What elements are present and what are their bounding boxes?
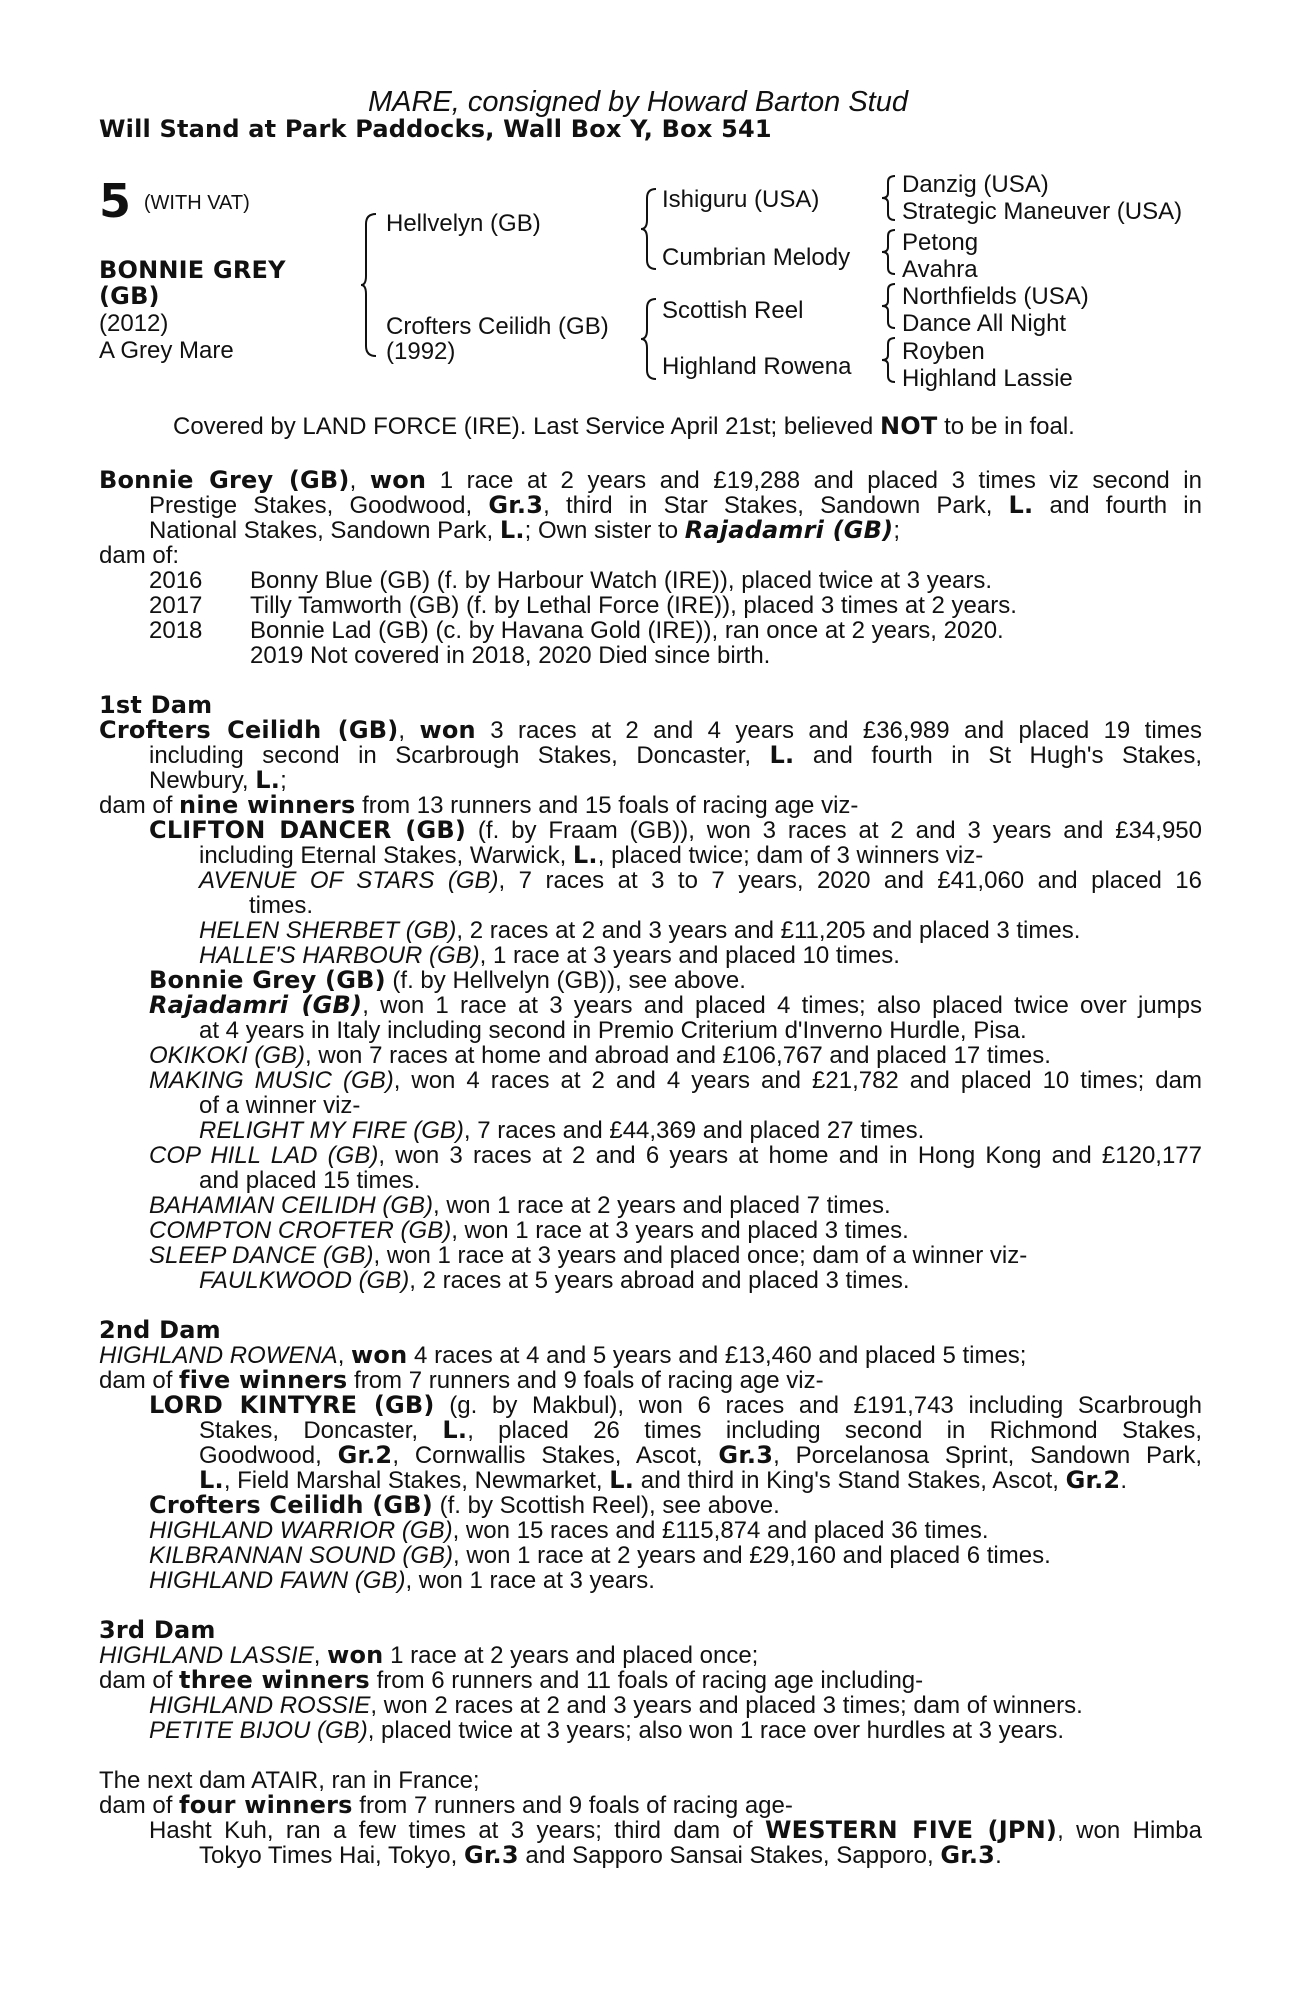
- produce-avenue-of-stars: AVENUE OF STARS (GB), 7 races at 3 to 7 years, 2020 and £41,060 and placed 16: [199, 867, 1202, 894]
- produce-hasht-kuh: Hasht Kuh, ran a few times at 3 years; third dam of WESTERN FIVE (JPN), won Himba: [149, 1816, 1202, 1844]
- first-dam-heading: 1st Dam: [99, 691, 213, 719]
- pedigree-brace-g3: [880, 282, 898, 330]
- produce-halles-harbour: HALLE'S HARBOUR (GB), 1 race at 3 years and placed 10 times.: [199, 942, 900, 969]
- gen4-6: Dance All Night: [902, 310, 1067, 337]
- produce-avenue-of-stars-line2: times.: [249, 892, 314, 919]
- produce-lord-kintyre: LORD KINTYRE (GB) (g. by Makbul), won 6 races and £191,743 including Scarbrough: [149, 1391, 1202, 1419]
- produce-highland-warrior: HIGHLAND WARRIOR (GB), won 15 races and £115,874 and placed 36 times.: [149, 1517, 989, 1544]
- second-dam-line1: HIGHLAND ROWENA, won 4 races at 4 and 5 years and £13,460 and placed 5 times;: [99, 1341, 1027, 1369]
- covered-status: Covered by LAND FORCE (IRE). Last Service April 21st; believed NOT to be in foal.: [173, 412, 1075, 440]
- produce-clifton-dancer: CLIFTON DANCER (GB) (f. by Fraam (GB)), won 3 races at 2 and 3 years and £34,950: [149, 816, 1202, 844]
- lot-number: 5: [99, 174, 132, 228]
- gen4-5: Northfields (USA): [902, 283, 1089, 310]
- third-dam-produce-summary: dam of three winners from 6 runners and 11 foals of racing age including-: [99, 1666, 924, 1694]
- produce-lord-kintyre-line3: Goodwood, Gr.2, Cornwallis Stakes, Ascot, Gr.3, Porcelanosa Sprint, Sandown Park,: [199, 1441, 1203, 1469]
- produce-crofters-ceilidh: Crofters Ceilidh (GB) (f. by Scottish Reel), see above.: [149, 1491, 780, 1519]
- produce-hasht-kuh-line2: Tokyo Times Hai, Tokyo, Gr.3 and Sapporo Sansai Stakes, Sapporo, Gr.3.: [199, 1841, 1002, 1869]
- next-dam-line1: The next dam ATAIR, ran in France;: [99, 1767, 480, 1794]
- lot-number-row: [99, 174, 250, 228]
- produce-bahamian-ceilidh: BAHAMIAN CEILIDH (GB), won 1 race at 2 years and placed 7 times.: [149, 1192, 891, 1219]
- gen4-8: Highland Lassie: [902, 365, 1073, 392]
- horse-name-country: (GB): [99, 282, 160, 310]
- gen4-2: Strategic Maneuver (USA): [902, 198, 1183, 225]
- produce-helen-sherbet: HELEN SHERBET (GB), 2 races at 2 and 3 years and £11,205 and placed 3 times.: [199, 917, 1081, 944]
- vat-label: (WITH VAT): [143, 192, 250, 214]
- produce-highland-rossie: HIGHLAND ROSSIE, won 2 races at 2 and 3 years and placed 3 times; dam of winners.: [149, 1692, 1083, 1719]
- first-dam-line3: Newbury, L.;: [149, 766, 287, 794]
- produce-relight-my-fire: RELIGHT MY FIRE (GB), 7 races and £44,369 and placed 27 times.: [199, 1117, 925, 1144]
- produce-text-2017: Tilly Tamworth (GB) (f. by Lethal Force (IRE)), placed 3 times at 2 years.: [250, 592, 1017, 619]
- produce-lord-kintyre-line2: Stakes, Doncaster, L., placed 26 times including second in Richmond Stakes,: [199, 1416, 1202, 1444]
- produce-note: 2019 Not covered in 2018, 2020 Died since birth.: [250, 642, 771, 669]
- granddam-dam: Highland Rowena: [662, 353, 852, 380]
- produce-compton-crofter: COMPTON CROFTER (GB), won 1 race at 3 years and placed 3 times.: [149, 1217, 909, 1244]
- produce-bonnie-grey: Bonnie Grey (GB) (f. by Hellvelyn (GB)), see above.: [149, 966, 746, 994]
- mare-record-line1: Bonnie Grey (GB), won 1 race at 2 years and £19,288 and placed 3 times viz second in: [99, 466, 1202, 494]
- first-dam-produce-summary: dam of nine winners from 13 runners and 15 foals of racing age viz-: [99, 791, 859, 819]
- third-dam-heading: 3rd Dam: [99, 1616, 216, 1644]
- mare-record-line3: National Stakes, Sandown Park, L.; Own sister to Rajadamri (GB);: [149, 516, 901, 544]
- pedigree-brace-main: [360, 210, 380, 360]
- produce-clifton-dancer-line2: including Eternal Stakes, Warwick, L., placed twice; dam of 3 winners viz-: [199, 841, 984, 869]
- stand-location: Will Stand at Park Paddocks, Wall Box Y, Box 541: [99, 115, 772, 143]
- second-dam-heading: 2nd Dam: [99, 1316, 221, 1344]
- mare-record-line2: Prestige Stakes, Goodwood, Gr.3, third in Star Stakes, Sandown Park, L. and fourth in: [149, 491, 1202, 519]
- lot-heading: MARE, consigned by Howard Barton Stud: [368, 86, 908, 118]
- horse-description: A Grey Mare: [99, 337, 234, 364]
- gen4-7: Royben: [902, 338, 985, 365]
- horse-name: BONNIE GREY: [99, 256, 286, 284]
- produce-making-music: MAKING MUSIC (GB), won 4 races at 2 and 4 years and £21,782 and placed 10 times; dam: [149, 1067, 1202, 1094]
- produce-year-2016: 2016: [149, 567, 203, 594]
- sire-name: Hellvelyn (GB): [386, 210, 541, 237]
- dam-name: Crofters Ceilidh (GB): [386, 313, 609, 340]
- pedigree-brace-dam: [640, 296, 660, 382]
- produce-cop-hill-lad-line2: and placed 15 times.: [199, 1167, 421, 1194]
- produce-rajadamri: Rajadamri (GB), won 1 race at 3 years and placed 4 times; also placed twice over jumps: [149, 991, 1202, 1019]
- produce-year-2017: 2017: [149, 592, 203, 619]
- mare-dam-of-label: dam of:: [99, 542, 180, 569]
- produce-text-2018: Bonnie Lad (GB) (c. by Havana Gold (IRE)), ran once at 2 years, 2020.: [250, 617, 1004, 644]
- second-dam-produce-summary: dam of five winners from 7 runners and 9 foals of racing age viz-: [99, 1366, 824, 1394]
- grandsire-dam: Scottish Reel: [662, 297, 804, 324]
- produce-text-2016: Bonny Blue (GB) (f. by Harbour Watch (IRE)), placed twice at 3 years.: [250, 567, 993, 594]
- produce-sleep-dance: SLEEP DANCE (GB), won 1 race at 3 years and placed once; dam of a winner viz-: [149, 1242, 1028, 1269]
- produce-faulkwood: FAULKWOOD (GB), 2 races at 5 years abroad and placed 3 times.: [199, 1267, 910, 1294]
- third-dam-line1: HIGHLAND LASSIE, won 1 race at 2 years and placed once;: [99, 1641, 759, 1669]
- foaling-year: (2012): [99, 310, 169, 337]
- dam-year: (1992): [386, 338, 456, 365]
- next-dam-produce-summary: dam of four winners from 7 runners and 9 foals of racing age-: [99, 1791, 793, 1819]
- produce-year-2018: 2018: [149, 617, 203, 644]
- pedigree-brace-g2: [880, 228, 898, 276]
- produce-lord-kintyre-line4: L., Field Marshal Stakes, Newmarket, L. and third in King's Stand Stakes, Ascot, Gr.2.: [199, 1466, 1127, 1494]
- pedigree-brace-g1: [880, 174, 898, 222]
- gen4-1: Danzig (USA): [902, 171, 1049, 198]
- produce-petite-bijou: PETITE BIJOU (GB), placed twice at 3 years; also won 1 race over hurdles at 3 years.: [149, 1717, 1065, 1744]
- produce-kilbrannan-sound: KILBRANNAN SOUND (GB), won 1 race at 2 years and £29,160 and placed 6 times.: [149, 1542, 1051, 1569]
- granddam-sire: Cumbrian Melody: [662, 244, 851, 271]
- produce-cop-hill-lad: COP HILL LAD (GB), won 3 races at 2 and 6 years at home and in Hong Kong and £120,177: [149, 1142, 1203, 1169]
- first-dam-line1: Crofters Ceilidh (GB), won 3 races at 2 and 4 years and £36,989 and placed 19 times: [99, 716, 1202, 744]
- first-dam-line2: including second in Scarbrough Stakes, Doncaster, L. and fourth in St Hugh's Stakes,: [149, 741, 1202, 769]
- gen4-3: Petong: [902, 229, 979, 256]
- produce-rajadamri-line2: at 4 years in Italy including second in Premio Criterium d'Inverno Hurdle, Pisa.: [199, 1017, 1027, 1044]
- produce-making-music-line2: of a winner viz-: [199, 1092, 361, 1119]
- gen4-4: Avahra: [902, 256, 978, 283]
- grandsire-sire: Ishiguru (USA): [662, 186, 820, 213]
- pedigree-brace-sire: [640, 186, 660, 272]
- produce-okikoki: OKIKOKI (GB), won 7 races at home and abroad and £106,767 and placed 17 times.: [149, 1042, 1051, 1069]
- produce-highland-fawn: HIGHLAND FAWN (GB), won 1 race at 3 years.: [149, 1567, 655, 1594]
- pedigree-brace-g4: [880, 336, 898, 384]
